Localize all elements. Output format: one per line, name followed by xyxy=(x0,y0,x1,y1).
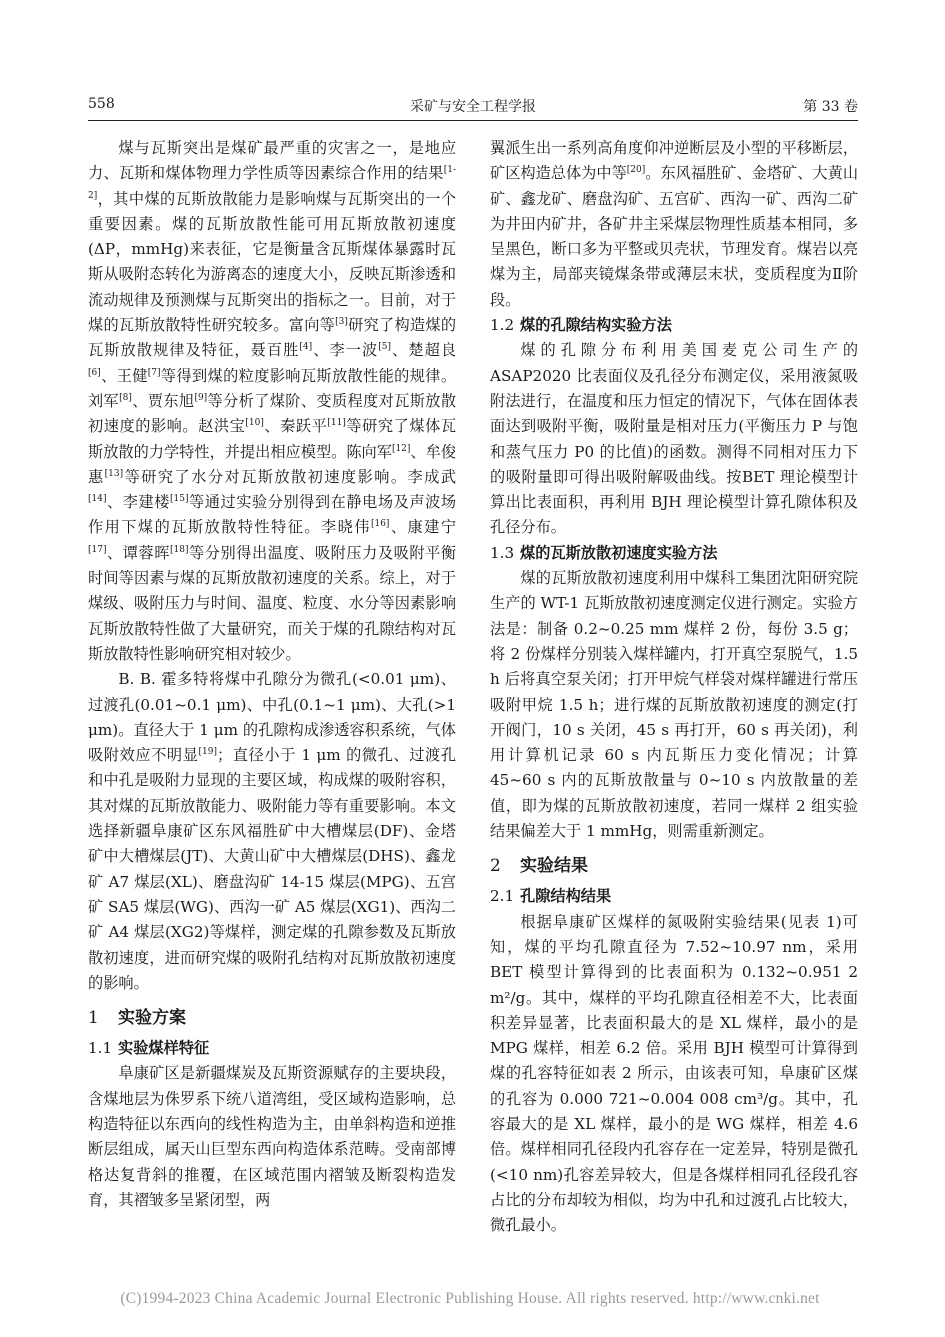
left-column xyxy=(88,136,456,1213)
section-title: 实验方案 xyxy=(118,1008,186,1029)
subsection-number: 1.1 xyxy=(88,1039,113,1058)
section-heading-1 xyxy=(88,1005,456,1031)
sample-paragraph-continued: 翼派生出一系列高角度仰冲逆断层及小型的平移断层，矿区构造总体为中等[20]。东风福胜矿、金塔矿、大黄山矿、鑫龙矿、磨盘沟矿、五宫矿、西沟一矿、西沟二矿为井田内矿井，各矿井主采煤层物理性质基本相同，多呈黑色，断口多为平整或贝壳状，节理发育。煤岩以亮煤为主，局部夹镜煤条带或薄层末状，变质程度为Ⅱ阶段。 xyxy=(490,139,859,309)
citation-ref: [20] xyxy=(626,165,646,176)
citation-ref: [16] xyxy=(370,519,390,530)
citation-ref: [12] xyxy=(391,443,411,454)
copyright-footer: (C)1994-2023 China Academic Journal Electronic Publishing House. All rights reserved. http://www.cnki.net xyxy=(120,1290,820,1307)
section-number: 1 xyxy=(88,1008,99,1029)
subsection-heading-2-1 xyxy=(490,884,858,909)
section-heading-2 xyxy=(490,853,858,879)
citation-ref: [8] xyxy=(119,392,132,403)
citation-ref: [11] xyxy=(327,418,346,429)
pore-results-paragraph: 根据阜康矿区煤样的氮吸附实验结果(见表 1)可知，煤的平均孔隙直径为 7.52~10.97 nm，采用BET 模型计算得到的比表面积为 0.132~0.951 2 m²/g。其中，煤样的平均孔隙直径相差不大，比表面积差异显著，比表面积最大的是 XL 煤样，最小的是 MPG 煤样，相差 6.2 倍。采用 BJH 模型可计算得到煤的孔容特征如表 2 所示，由该表可知，阜康矿区煤的孔容为 0.000 721~0.004 008 cm³/g。其中，孔容最大的是 XL 煤样，最小的是 WG 煤样，相差 4.6 倍。煤样相同孔径段内孔容存在一定差异，特别是微孔(<10 nm)孔容差异较大，但是各煤样相同孔径段孔容占比的分布却较为相似，均为中孔和过渡孔占比较大，微孔最小。 xyxy=(490,912,858,1235)
citation-ref: [10] xyxy=(245,418,264,429)
pore-method-paragraph: 煤的孔隙分布利用美国麦克公司生产的ASAP2020 比表面仪及孔径分布测定仪，采用液氮吸附法进行，在温度和压力恒定的情况下，气体在固体表面达到吸附平衡，吸附量是相对压力(平衡压力 P 与饱和蒸气压力 P0 的比值)的函数。测得不同相对压力下的吸附量即可得出吸附解吸曲线。按BET 理论模型计算出比表面积，再利用 BJH 理论模型计算孔隙体积及孔径分布。 xyxy=(490,341,858,537)
page-number: 558 xyxy=(88,96,115,112)
citation-ref: [3] xyxy=(335,317,348,328)
citation-ref: [19] xyxy=(198,747,217,758)
section-title: 实验结果 xyxy=(520,856,588,877)
running-header xyxy=(88,96,858,118)
citation-ref: [15] xyxy=(169,494,189,505)
subsection-title: 孔隙结构结果 xyxy=(520,887,612,906)
citation-ref: [1-2] xyxy=(88,165,456,201)
citation-ref: [6] xyxy=(88,367,101,378)
subsection-heading-1-3 xyxy=(490,541,858,566)
subsection-number: 2.1 xyxy=(490,887,515,906)
citation-ref: [5] xyxy=(378,342,391,353)
subsection-title: 煤的瓦斯放散初速度实验方法 xyxy=(520,543,718,562)
citation-ref: [17] xyxy=(88,544,107,555)
subsection-title: 煤的孔隙结构实验方法 xyxy=(520,316,672,335)
subsection-number: 1.3 xyxy=(490,543,515,562)
sample-paragraph: 阜康矿区是新疆煤炭及瓦斯资源赋存的主要块段，含煤地层为侏罗系下统八道湾组，受区域构造影响，总构造特征以东西向的线性构造为主，由单斜构造和逆推断层组成，属天山巨型东西向构造体系范畴。受南部博格达复背斜的推覆，在区域范围内褶皱及断裂构造发育，其褶皱多呈紧闭型，两 xyxy=(88,1064,456,1209)
volume-label: 第 33 卷 xyxy=(803,99,858,115)
citation-ref: [18] xyxy=(169,544,189,555)
journal-title: 采矿与安全工程学报 xyxy=(410,99,536,115)
subsection-heading-1-2 xyxy=(490,313,858,338)
section-number: 2 xyxy=(490,856,501,877)
citation-ref: [13] xyxy=(104,468,124,479)
citation-ref: [7] xyxy=(147,367,161,378)
subsection-title: 实验煤样特征 xyxy=(118,1039,210,1058)
intro-paragraph-2: B. B. 霍多特将煤中孔隙分为微孔(<0.01 μm)、过渡孔(0.01~0.1 μm)、中孔(0.1~1 μm)、大孔(>1 μm)。直径大于 1 μm 的孔隙构成渗透容积系统，气体吸附效应不明显[19]；直径小于 1 μm 的微孔、过渡孔和中孔是吸附力显现的主要区域，构成煤的吸附容积，其对煤的瓦斯放散能力、吸附能力等有重要影响。本文选择新疆阜康矿区东风福胜矿中大槽煤层(DF)、金塔矿中大槽煤层(JT)、大黄山矿中大槽煤层(DHS)、鑫龙矿 A7 煤层(XL)、磨盘沟矿 14-15 煤层(MPG)、五宫矿 SA5 煤层(WG)、西沟一矿 A5 煤层(XG1)、西沟二矿 A4 煤层(XG2)等煤样，测定煤的孔隙参数及瓦斯放散初速度，进而研究煤的吸附孔结构对瓦斯放散初速度的影响。 xyxy=(88,670,457,992)
subsection-heading-1-1 xyxy=(88,1036,456,1061)
citation-ref: [9] xyxy=(194,392,208,403)
citation-ref: [4] xyxy=(299,342,313,353)
diffusion-method-paragraph: 煤的瓦斯放散初速度利用中煤科工集团沈阳研究院生产的 WT-1 瓦斯放散初速度测定仪进行测定。实验方法是：制备 0.2~0.25 mm 煤样 2 份，每份 3.5 g；将 2 份煤样分别装入煤样罐内，打开真空泵脱气，1.5 h 后将真空泵关闭；打开甲烷气样袋对煤样罐进行常压吸附甲烷 1.5 h；进行煤的瓦斯放散初速度的测定(打开阀门，10 s 关闭，45 s 再打开，60 s 再关闭)，利用计算机记录 60 s 内瓦斯压力变化情况；计算 45~60 s 内的瓦斯放散量与 0~10 s 内放散量的差值，即为煤的瓦斯放散初速度，若同一煤样 2 组实验结果偏差大于 1 mmHg，则需重新测定。 xyxy=(490,569,858,841)
subsection-number: 1.2 xyxy=(490,316,515,335)
header-rule xyxy=(88,120,858,121)
citation-ref: [14] xyxy=(88,494,107,505)
intro-paragraph-1: 煤与瓦斯突出是煤矿最严重的灾害之一，是地应力、瓦斯和煤体物理力学性质等因素综合作用的结果[1-2]，其中煤的瓦斯放散能力是影响煤与瓦斯突出的一个重要因素。煤的瓦斯放散性能可用瓦斯放散初速度(ΔP，mmHg)来表征，它是衡量含瓦斯煤体暴露时瓦斯从吸附态转化为游离态的速度大小，反映瓦斯渗透和流动规律及预测煤与瓦斯突出的指标之一。目前，对于煤的瓦斯放散特性研究较多。富向等[3]研究了构造煤的瓦斯放散规律及特征，聂百胜[4]、李一波[5]、楚超良[6]、王健[7]等得到煤的粒度影响瓦斯放散性能的规律。刘军[8]、贾东旭[9]等分析了煤阶、变质程度对瓦斯放散初速度的影响。赵洪宝[10]、秦跃平[11]等研究了煤体瓦斯放散的力学特性，并提出相应模型。陈向军[12]、牟俊惠[13]等研究了水分对瓦斯放散初速度影响。李成武[14]、李建楼[15]等通过实验分别得到在静电场及声波场作用下煤的瓦斯放散特性特征。李晓伟[16]、康建宁[17]、谭蓉晖[18]等分别得出温度、吸附压力及吸附平衡时间等因素与煤的瓦斯放散初速度的关系。综上，对于煤级、吸附压力与时间、温度、粒度、水分等因素影响瓦斯放散特性做了大量研究，而关于煤的孔隙结构对瓦斯放散特性影响研究相对较少。 xyxy=(88,139,457,663)
right-column xyxy=(490,136,858,1238)
